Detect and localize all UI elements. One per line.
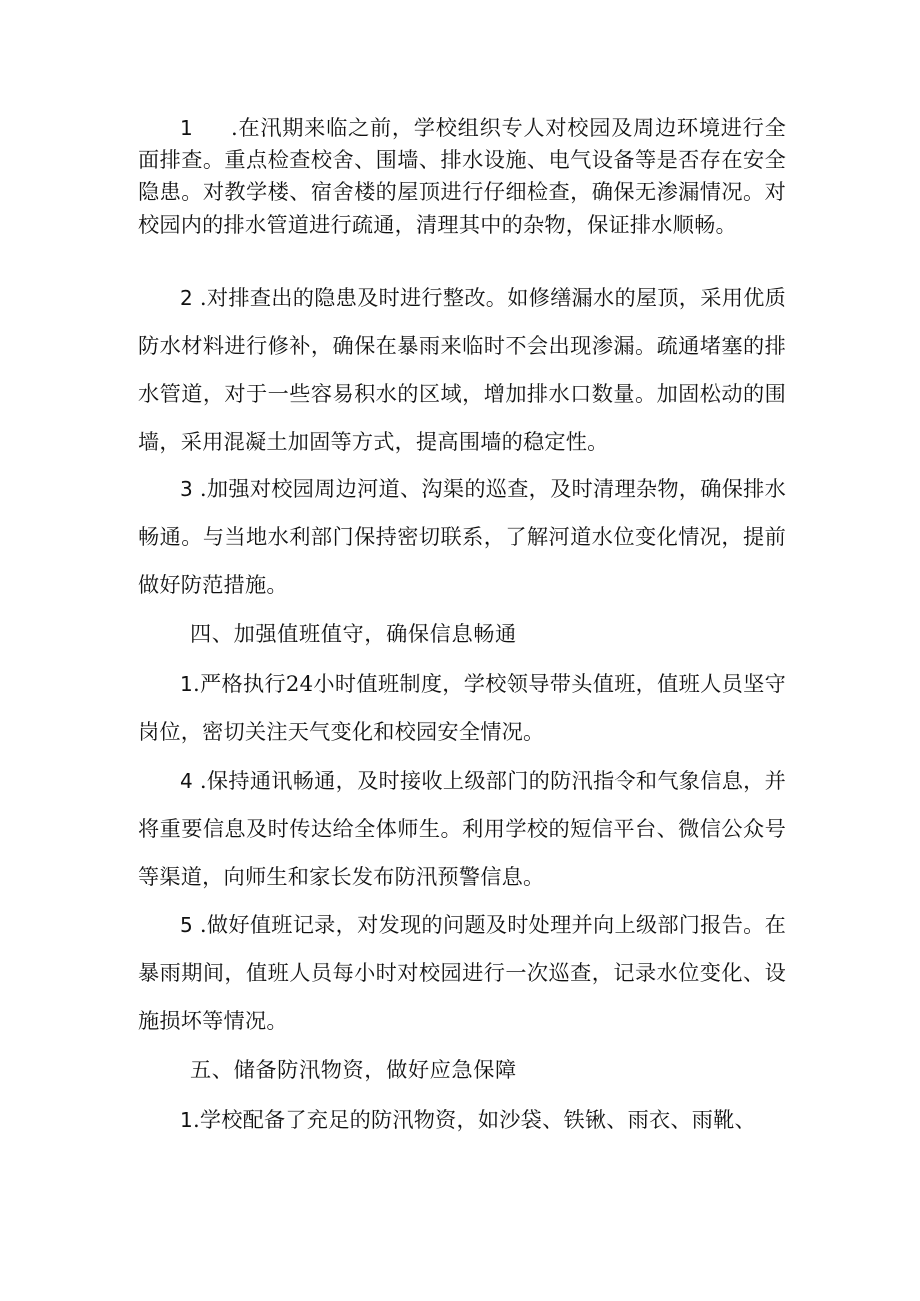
section-heading-5: 五、储备防汛物资，做好应急保障 <box>190 1057 517 1082</box>
section-heading-4: 四、加强值班值守，确保信息畅通 <box>190 621 517 646</box>
paragraph-number: 5 <box>180 913 193 937</box>
paragraph-text: .保持通讯畅通，及时接收上级部门的防汛指令和气象信息，并将重要信息及时传达给全体师生。利用学校的短信平台、微信公众号等渠道，向师生和家长发布防汛预警信息。 <box>138 768 786 889</box>
paragraph-text: .对排查出的隐患及时进行整改。如修缮漏水的屋顶，采用优质防水材料进行修补，确保在暴雨来临时不会出现渗漏。疏通堵塞的排水管道，对于一些容易积水的区域，增加排水口数量。加固松动的围墙，采用混凝土加固等方式，提高围墙的稳定性。 <box>138 285 786 454</box>
paragraph-text: .学校配备了充足的防汛物资，如沙袋、铁锹、雨衣、雨靴、 <box>192 1107 756 1132</box>
paragraph-1 <box>138 112 786 241</box>
paragraph-6 <box>138 901 786 1045</box>
paragraph-number: 3 <box>180 477 193 501</box>
paragraph-5 <box>138 757 786 901</box>
paragraph-number: 2 <box>180 286 193 310</box>
paragraph-text: .做好值班记录，对发现的问题及时处理并向上级部门报告。在暴雨期间，值班人员每小时对校园进行一次巡查，记录水位变化、设施损坏等情况。 <box>138 912 786 1033</box>
paragraph-number: 1 <box>180 1108 193 1132</box>
paragraph-text: .在汛期来临之前，学校组织专人对校园及周边环境进行全面排查。重点检查校舍、围墙、排水设施、电气设备等是否存在安全隐患。对教学楼、宿舍楼的屋顶进行仔细检查，确保无渗漏情况。对校园内的排水管道进行疏通，清理其中的杂物，保证排水顺畅。 <box>138 115 786 237</box>
paragraph-7 <box>138 1096 786 1144</box>
paragraph-4 <box>138 660 786 756</box>
paragraph-number: 1 <box>180 116 193 140</box>
paragraph-2 <box>138 274 786 466</box>
paragraph-text: .加强对校园周边河道、沟渠的巡查，及时清理杂物，确保排水畅通。与当地水利部门保持密切联系，了解河道水位变化情况，提前做好防范措施。 <box>138 476 786 597</box>
paragraph-number: 1 <box>180 672 193 696</box>
paragraph-text: .严格执行24小时值班制度，学校领导带头值班，值班人员坚守岗位，密切关注天气变化和校园安全情况。 <box>138 671 786 744</box>
paragraph-3 <box>138 465 786 609</box>
paragraph-number: 4 <box>180 769 193 793</box>
